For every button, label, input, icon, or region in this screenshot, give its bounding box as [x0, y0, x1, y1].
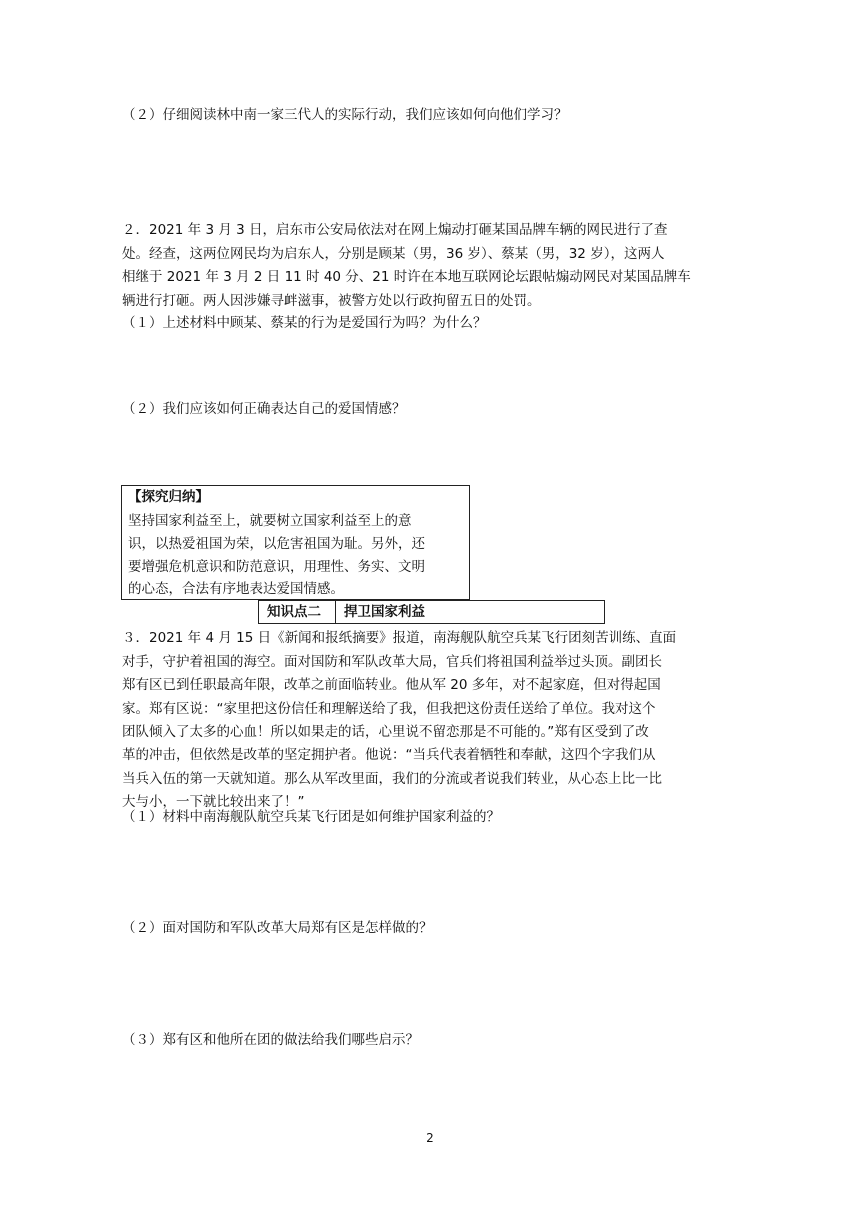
- summary-line: 识，以热爱祖国为荣，以危害祖国为耻。另外，还: [128, 536, 425, 552]
- knowledge-point-header: [258, 600, 605, 624]
- q3-line: ３．2021 年 4 月 15 日《新闻和报纸摘要》报道，南海舰队航空兵某飞行团刻苦训练、直面: [122, 630, 677, 646]
- q2-line: 辆进行打砸。两人因涉嫌寻衅滋事，被警方处以行政拘留五日的处罚。: [122, 293, 541, 309]
- knowledge-point-title: 捍卫国家利益: [344, 604, 425, 620]
- q2-part2-question: （２）我们应该如何正确表达自己的爱国情感？: [122, 401, 406, 417]
- q3-line: 郑有区已到任职最高年限，改革之前面临转业。他从军 20 多年，对不起家庭，但对得起国: [122, 677, 661, 693]
- q3-line: 家。郑有区说：“家里把这份信任和理解送给了我，但我把这份责任送给了单位。我对这个: [122, 701, 656, 717]
- summary-title: 【探究归纳】: [128, 489, 209, 505]
- q3-line: 大与小，一下就比较出来了！”: [122, 794, 305, 810]
- q2-line: 处。经查，这两位网民均为启东人，分别是顾某（男，36 岁）、蔡某（男，32 岁），这两人: [122, 246, 665, 262]
- q2-line: 相继于 2021 年 3 月 2 日 11 时 40 分、21 时许在本地互联网论坛跟帖煽动网民对某国品牌车: [122, 269, 691, 285]
- knowledge-point-label: 知识点二: [259, 601, 336, 623]
- q1-part2-question: （２）仔细阅读林中南一家三代人的实际行动，我们应该如何向他们学习？: [122, 107, 568, 123]
- summary-line: 要增强危机意识和防范意识，用理性、务实、文明: [128, 559, 425, 575]
- summary-box: [121, 485, 470, 600]
- summary-line: 坚持国家利益至上，就要树立国家利益至上的意: [128, 513, 412, 529]
- q3-line: 对手，守护着祖国的海空。面对国防和军队改革大局，官兵们将祖国利益举过头顶。副团长: [122, 654, 662, 670]
- q3-part3-question: （３）郑有区和他所在团的做法给我们哪些启示？: [122, 1032, 419, 1048]
- q3-line: 当兵入伍的第一天就知道。那么从军改里面，我们的分流或者说我们转业，从心态上比一比: [122, 771, 662, 787]
- summary-line: 的心态，合法有序地表达爱国情感。: [128, 581, 344, 597]
- q3-part2-question: （２）面对国防和军队改革大局郑有区是怎样做的？: [122, 920, 433, 936]
- page-number: 2: [426, 1131, 434, 1145]
- q3-line: 团队倾入了太多的心血！所以如果走的话，心里说不留恋那是不可能的。”郑有区受到了改: [122, 724, 649, 740]
- q2-line: ２．2021 年 3 月 3 日，启东市公安局依法对在网上煽动打砸某国品牌车辆的网民进行了查: [122, 222, 668, 238]
- q3-line: 革的冲击，但依然是改革的坚定拥护者。他说：“当兵代表着牺牲和奉献，这四个字我们从: [122, 747, 656, 763]
- q2-part1-question: （１）上述材料中顾某、蔡某的行为是爱国行为吗？为什么？: [122, 315, 487, 331]
- q3-part1-question: （１）材料中南海舰队航空兵某飞行团是如何维护国家利益的？: [122, 809, 500, 825]
